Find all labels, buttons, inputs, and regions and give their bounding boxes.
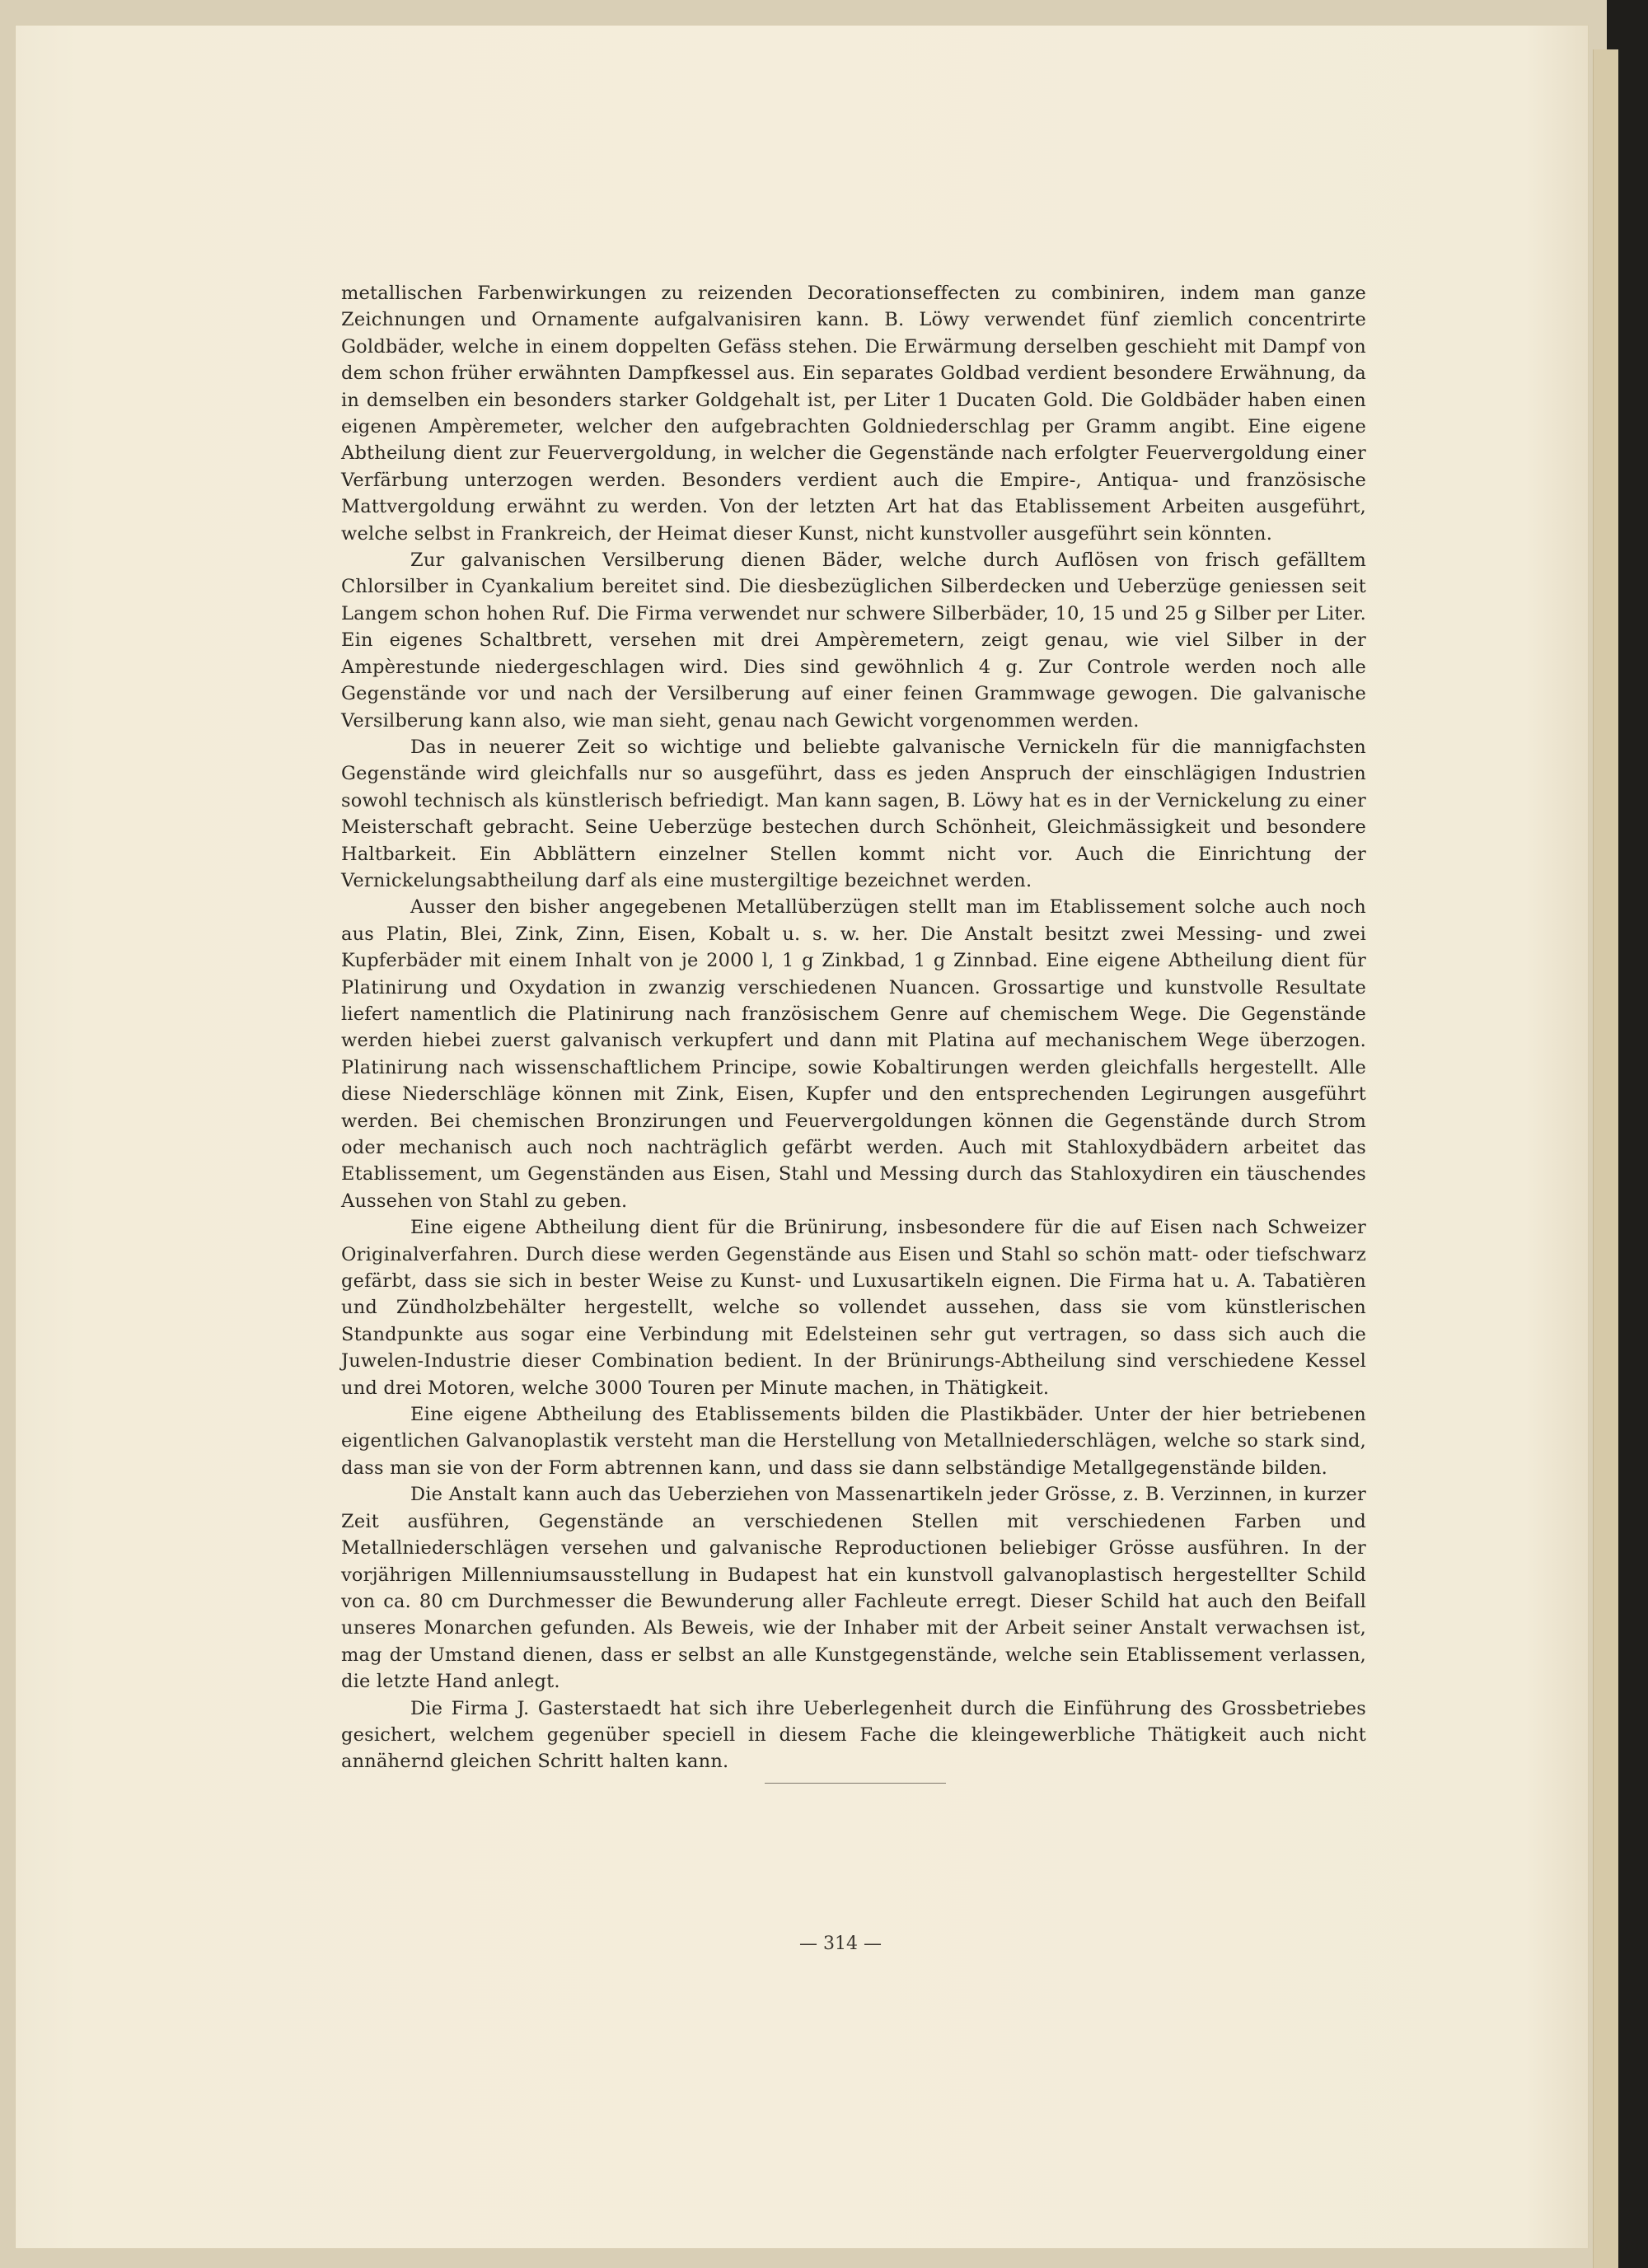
- paragraph-5: Eine eigene Abtheilung dient für die Brünirung, insbesondere für die auf Eisen nach Schweizer Originalverfahren. Durch diese werden Gegenstände aus Eisen und Stahl so schön matt- oder tiefschwarz gefärbt, dass sie sich in bester Weise zu Kunst- und Luxusartikeln eignen. Die Firma hat u. A. Tabatièren und Zündholzbehälter hergestellt, welche so vollendet aussehen, dass sie vom künstlerischen Standpunkte aus sogar eine Verbindung mit Edelsteinen sehr gut vertragen, so dass sich auch die Juwelen-Industrie dieser Combination bedient. In der Brünirungs-Abtheilung sind verschiedene Kessel und drei Motoren, welche 3000 Touren per Minute machen, in Thätigkeit.: [341, 1217, 1366, 1399]
- paragraph-7: Die Anstalt kann auch das Ueberziehen von Massenartikeln jeder Grösse, z. B. Verzinnen, in kurzer Zeit ausführen, Gegenstände an verschiedenen Stellen mit verschiedenen Farben und Metallniederschlägen versehen und galvanische Reproductionen beliebiger Grösse ausführen. In der vorjährigen Millenniumsausstellung in Budapest hat ein kunstvoll galvanoplastisch hergestellter Schild von ca. 80 cm Durchmesser die Bewunderung aller Fachleute erregt. Dieser Schild hat auch den Beifall unseres Monarchen gefunden. Als Beweis, wie der Inhaber mit der Arbeit seiner Anstalt verwachsen ist, mag der Umstand dienen, dass er selbst an alle Kunstgegenstände, welche sein Etablissement verlassen, die letzte Hand anlegt.: [341, 1484, 1366, 1693]
- paragraph-2: Zur galvanischen Versilberung dienen Bäder, welche durch Auflösen von frisch gefälltem Chlorsilber in Cyankalium bereitet sind. Die diesbezüglichen Silberdecken und Ueberzüge geniessen seit Langem schon hohen Ruf. Die Firma verwendet nur schwere Silberbäder, 10, 15 und 25 g Silber per Liter. Ein eigenes Schaltbrett, versehen mit drei Ampèremetern, zeigt genau, wie viel Silber in der Ampèrestunde niedergeschlagen wird. Dies sind gewöhnlich 4 g. Zur Controle werden noch alle Gegenstände vor und nach der Versilberung auf einer feinen Grammwage gewogen. Die galvanische Versilberung kann also, wie man sieht, genau nach Gewicht vorgenommen werden.: [341, 549, 1366, 732]
- page-number: — 314 —: [799, 1934, 882, 1954]
- paragraph-8: Die Firma J. Gasterstaedt hat sich ihre Ueberlegenheit durch die Einführung des Grossbetriebes gesichert, welchem gegenüber speciell in diesem Fache die kleingewerbliche Thätigkeit auch nicht annähernd gleichen Schritt halten kann.: [341, 1697, 1366, 1773]
- main-text: [341, 280, 1366, 1775]
- section-divider: [765, 1783, 946, 1784]
- paragraph-1: metallischen Farbenwirkungen zu reizenden Decorationseffecten zu combiniren, indem man ganze Zeichnungen und Ornamente aufgalvanisiren kann. B. Löwy verwendet fünf ziemlich concentrirte Goldbäder, welche in einem doppelten Gefäss stehen. Die Erwärmung derselben geschieht mit Dampf von dem schon früher erwähnten Dampfkessel aus. Ein separates Goldbad verdient besondere Erwähnung, da in demselben ein besonders starker Goldgehalt ist, per Liter 1 Ducaten Gold. Die Goldbäder haben einen eigenen Ampèremeter, welcher den aufgebrachten Goldniederschlag per Gramm angibt. Eine eigene Abtheilung dient zur Feuervergoldung, in welcher die Gegenstände nach erfolgter Feuervergoldung einer Verfärbung unterzogen werden. Besonders verdient auch die Empire-, Antiqua- und französische Mattvergoldung erwähnt zu werden. Von der letzten Art hat das Etablissement Arbeiten ausgeführt, welche selbst in Frankreich, der Heimat dieser Kunst, nicht kunstvoller ausgeführt sein könnten.: [341, 283, 1366, 545]
- paragraph-6: Eine eigene Abtheilung des Etablissements bilden die Plastikbäder. Unter der hier betriebenen eigentlichen Galvanoplastik versteht man die Herstellung von Metallniederschlägen, welche so stark sind, dass man sie von der Form abtrennen kann, und dass sie dann selbständige Metallgegenstände bilden.: [341, 1404, 1366, 1479]
- paragraph-3: Das in neuerer Zeit so wichtige und beliebte galvanische Vernickeln für die mannigfachsten Gegenstände wird gleichfalls nur so ausgeführt, dass es jeden Anspruch der einschlägigen Industrien sowohl technisch als künstlerisch befriedigt. Man kann sagen, B. Löwy hat es in der Vernickelung zu einer Meisterschaft gebracht. Seine Ueberzüge bestechen durch Schönheit, Gleichmässigkeit und besondere Haltbarkeit. Ein Abblättern einzelner Stellen kommt nicht vor. Auch die Einrichtung der Vernickelungsabtheilung darf als eine mustergiltige bezeichnet werden.: [341, 736, 1366, 891]
- next-page-edge: [1593, 49, 1618, 2268]
- paragraph-4: Ausser den bisher angegebenen Metallüberzügen stellt man im Etablissement solche auch noch aus Platin, Blei, Zink, Zinn, Eisen, Kobalt u. s. w. her. Die Anstalt besitzt zwei Messing- und zwei Kupferbäder mit einem Inhalt von je 2000 l, 1 g Zinkbad, 1 g Zinnbad. Eine eigene Abtheilung dient für Platinirung und Oxydation in zwanzig verschiedenen Nuancen. Grossartige und kunstvolle Resultate liefert namentlich die Platinirung nach französischem Genre auf chemischem Wege. Die Gegenstände werden hiebei zuerst galvanisch verkupfert und dann mit Platina auf mechanischem Wege überzogen. Platinirung nach wissenschaftlichem Principe, sowie Kobaltirungen werden gleichfalls hergestellt. Alle diese Niederschläge können mit Zink, Eisen, Kupfer und den entsprechenden Legirungen ausgeführt werden. Bei chemischen Bronzirungen und Feuervergoldungen können die Gegenstände durch Strom oder mechanisch auch noch nachträglich gefärbt werden. Auch mit Stahloxydbädern arbeitet das Etablissement, um Gegenständen aus Eisen, Stahl und Messing durch das Stahloxydiren ein täuschendes Aussehen von Stahl zu geben.: [341, 896, 1366, 1212]
